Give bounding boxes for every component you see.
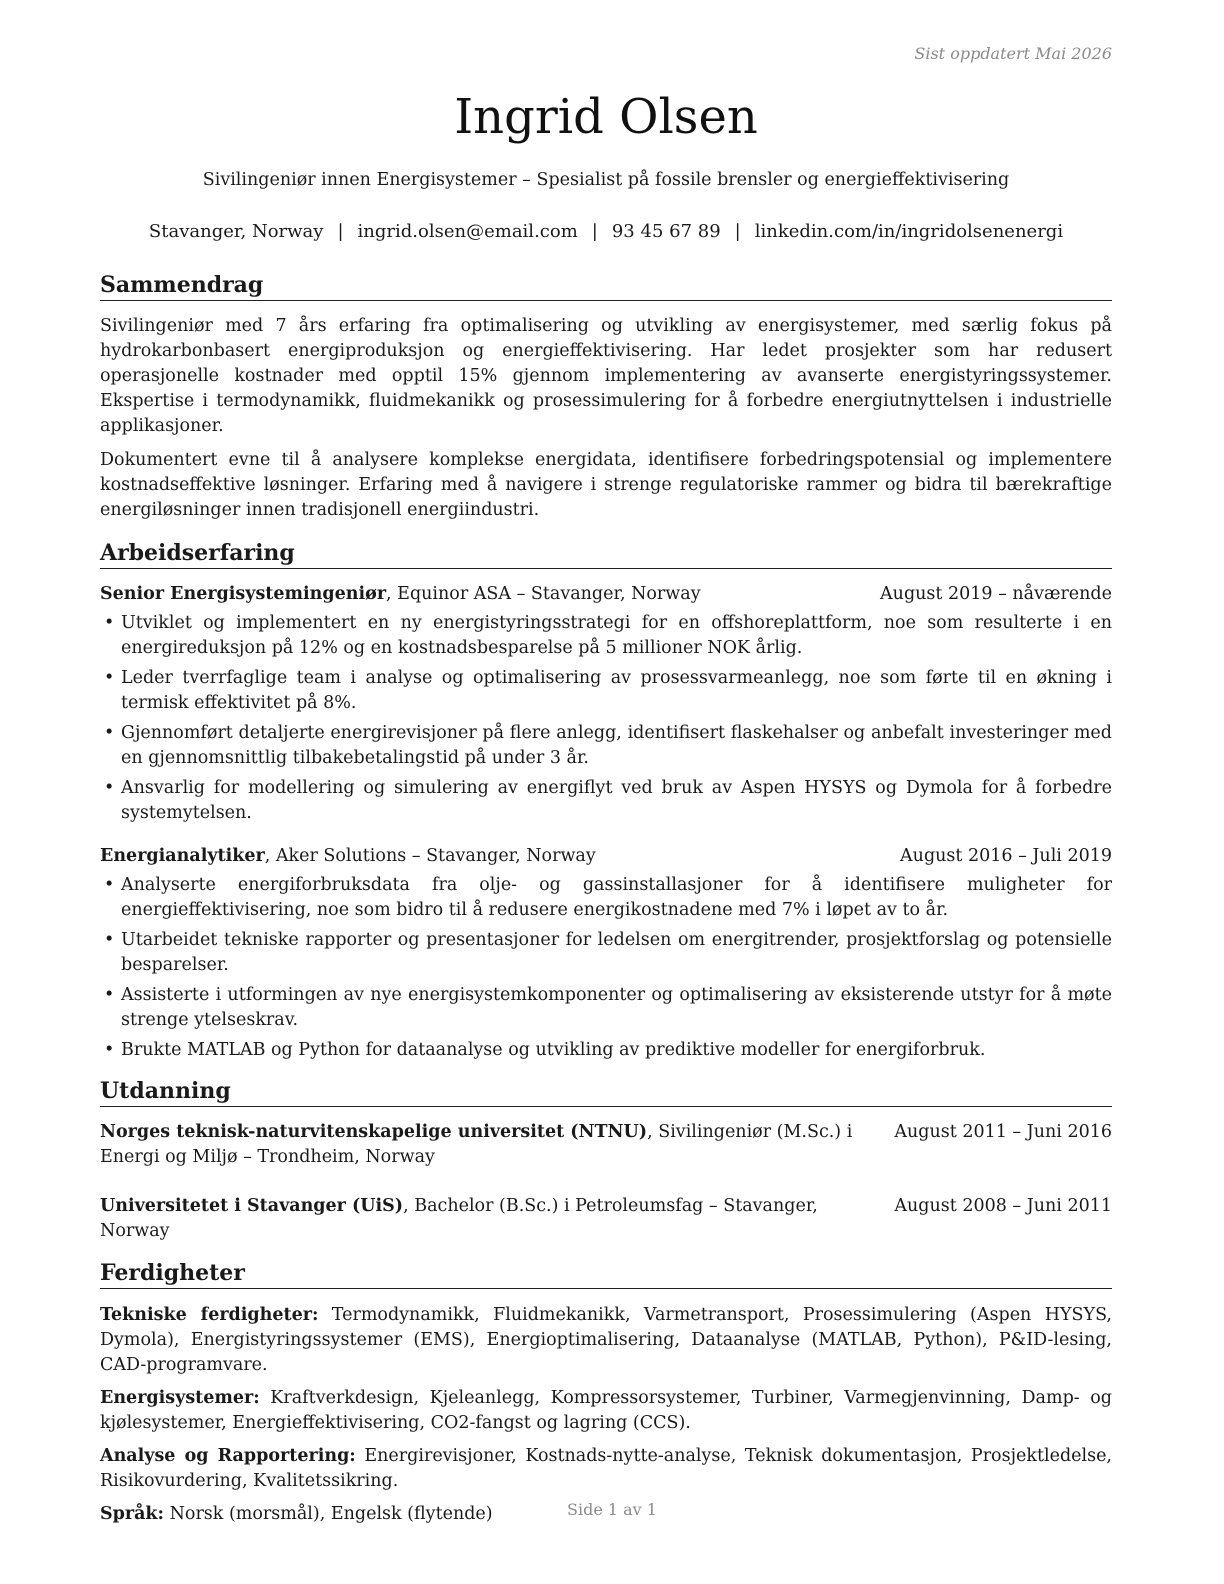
skill-row	[100, 1444, 1112, 1494]
school-name: Norges teknisk-naturvitenskapelige universitet (NTNU)	[100, 1122, 648, 1142]
contact-location: Stavanger, Norway	[148, 221, 324, 242]
skill-label: Tekniske ferdigheter:	[100, 1305, 319, 1325]
contact-separator: |	[337, 221, 344, 242]
page-number: Side 1 av 1	[567, 1500, 657, 1519]
education-section	[100, 1076, 1112, 1244]
list-item: • Gjennomført detaljerte energirevisjoner på flere anlegg, identifisert flaskehalser og anbefalt investeringer med en gjennomsnittlig tilbakebetalingstid på under 3 år.	[104, 723, 1112, 768]
skills-section	[100, 1258, 1112, 1527]
bullet-icon: •	[104, 930, 115, 950]
section-title-summary: Sammendrag	[100, 270, 1112, 301]
person-name: Ingrid Olsen	[454, 89, 758, 145]
bullet-icon: •	[104, 985, 115, 1005]
list-item: • Analyserte energiforbruksdata fra olje- og gassinstallasjoner for å identifisere muligheter for energieffektivisering, noe som bidro til å redusere energikostnadene med 7% i løpet av to år.	[104, 875, 1112, 920]
last-updated: Sist oppdatert Mai 2026	[914, 44, 1112, 63]
list-item: • Assisterte i utformingen av nye energisystemkomponenter og optimalisering av eksisterende utstyr for å møte strenge ytelseskrav.	[104, 985, 1112, 1030]
skill-row	[100, 1386, 1112, 1436]
skill-label: Språk:	[100, 1504, 165, 1524]
job-dates: August 2019 – nåværende	[880, 584, 1112, 604]
skill-text: Kraftverkdesign, Kjeleanlegg, Kompressorsystemer, Turbiner, Varmegjenvinning, Damp- og kjølesystemer, Energieffektivisering, CO2-fangst og lagring (CCS).	[100, 1388, 1112, 1433]
job-entry	[100, 844, 1112, 1063]
section-title-experience: Arbeidserfaring	[100, 538, 1112, 569]
education-dates: August 2011 – Juni 2016	[894, 1122, 1112, 1142]
bullet-icon: •	[104, 1040, 115, 1060]
skill-row	[100, 1303, 1112, 1378]
job-company: , Equinor ASA – Stavanger, Norway	[386, 584, 701, 604]
bullet-icon: •	[104, 723, 115, 743]
job-bullets	[100, 873, 1112, 1063]
contact-linkedin[interactable]: linkedin.com/in/ingridolsenenergi	[754, 221, 1064, 242]
bullet-icon: •	[104, 613, 115, 633]
education-entry	[100, 1120, 1112, 1170]
summary-paragraph: Sivilingeniør med 7 års erfaring fra optimalisering og utvikling av energisystemer, med særlig fokus på hydrokarbonbasert energiproduksjon og energieffektivisering. Har ledet prosjekter som har redusert operasjonelle kostnader med opptil 15% gjennom implementering av avanserte energistyringssystemer. Ekspertise i termodynamikk, fluidmekanikk og prosessimulering for å forbedre energiutnyttelsen i industrielle applikasjoner.	[100, 316, 1112, 436]
job-header	[100, 844, 1112, 869]
job-dates: August 2016 – Juli 2019	[900, 846, 1112, 866]
contact-phone: 93 45 67 89	[611, 221, 721, 242]
job-role: Energianalytiker	[100, 846, 265, 866]
skill-text: Energirevisjoner, Kostnads-nytte-analyse, Teknisk dokumentasjon, Prosjektledelse, Risikovurdering, Kvalitetssikring.	[100, 1446, 1112, 1491]
skill-label: Energisystemer:	[100, 1388, 260, 1408]
job-entry	[100, 582, 1112, 826]
bullet-icon: •	[104, 778, 115, 798]
degree-detail: , Sivilingeniør (M.Sc.) i Energi og Miljø – Trondheim, Norway	[100, 1122, 853, 1167]
degree-detail: , Bachelor (B.Sc.) i Petroleumsfag – Stavanger, Norway	[100, 1196, 818, 1241]
bullet-icon: •	[104, 668, 115, 688]
section-title-skills: Ferdigheter	[100, 1258, 1112, 1289]
skill-text: Norsk (morsmål), Engelsk (flytende)	[164, 1504, 493, 1524]
education-dates: August 2008 – Juni 2011	[894, 1196, 1112, 1216]
list-item: • Utarbeidet tekniske rapporter og presentasjoner for ledelsen om energitrender, prosjektforslag og potensielle besparelser.	[104, 930, 1112, 975]
job-company: , Aker Solutions – Stavanger, Norway	[264, 846, 596, 866]
experience-section	[100, 538, 1112, 1063]
contact-email[interactable]: ingrid.olsen@email.com	[357, 221, 578, 242]
skill-text: Termodynamikk, Fluidmekanikk, Varmetransport, Prosessimulering (Aspen HYSYS, Dymola), Energistyringssystemer (EMS), Energioptimalisering, Dataanalyse (MATLAB, Python), P&ID-lesing, CAD-programvare.	[100, 1305, 1112, 1375]
summary-paragraph: Dokumentert evne til å analysere komplekse energidata, identifisere forbedringspotensial og implementere kostnadseffektive løsninger. Erfaring med å navigere i strenge regulatoriske rammer og bidra til bærekraftige energiløsninger innen tradisjonell energiindustri.	[100, 450, 1112, 520]
list-item: • Brukte MATLAB og Python for dataanalyse og utvikling av prediktive modeller for energiforbruk.	[100, 1038, 1112, 1063]
list-item: • Ansvarlig for modellering og simulering av energiflyt ved bruk av Aspen HYSYS og Dymola for å forbedre systemytelsen.	[104, 778, 1112, 823]
contact-line	[100, 220, 1112, 244]
job-bullets	[100, 611, 1112, 826]
education-entry	[100, 1194, 1112, 1244]
contact-separator: |	[591, 221, 598, 242]
list-item: • Utviklet og implementert en ny energistyringsstrategi for en offshoreplattform, noe som resulterte i en energireduksjon på 12% og en kostnadsbesparelse på 5 millioner NOK årlig.	[104, 613, 1112, 658]
summary-section	[100, 270, 1112, 523]
school-name: Universitetet i Stavanger (UiS)	[100, 1196, 404, 1216]
headline: Sivilingeniør innen Energisystemer – Spesialist på fossile brensler og energieffektivisering	[202, 170, 1010, 190]
job-role: Senior Energisystemingeniør	[100, 584, 387, 604]
job-header	[100, 582, 1112, 607]
contact-separator: |	[734, 221, 741, 242]
skill-label: Analyse og Rapportering:	[100, 1446, 356, 1466]
bullet-icon: •	[104, 875, 115, 895]
list-item: • Leder tverrfaglige team i analyse og optimalisering av prosessvarmeanlegg, noe som førte til en økning i termisk effektivitet på 8%.	[104, 668, 1112, 713]
section-title-education: Utdanning	[100, 1076, 1112, 1107]
